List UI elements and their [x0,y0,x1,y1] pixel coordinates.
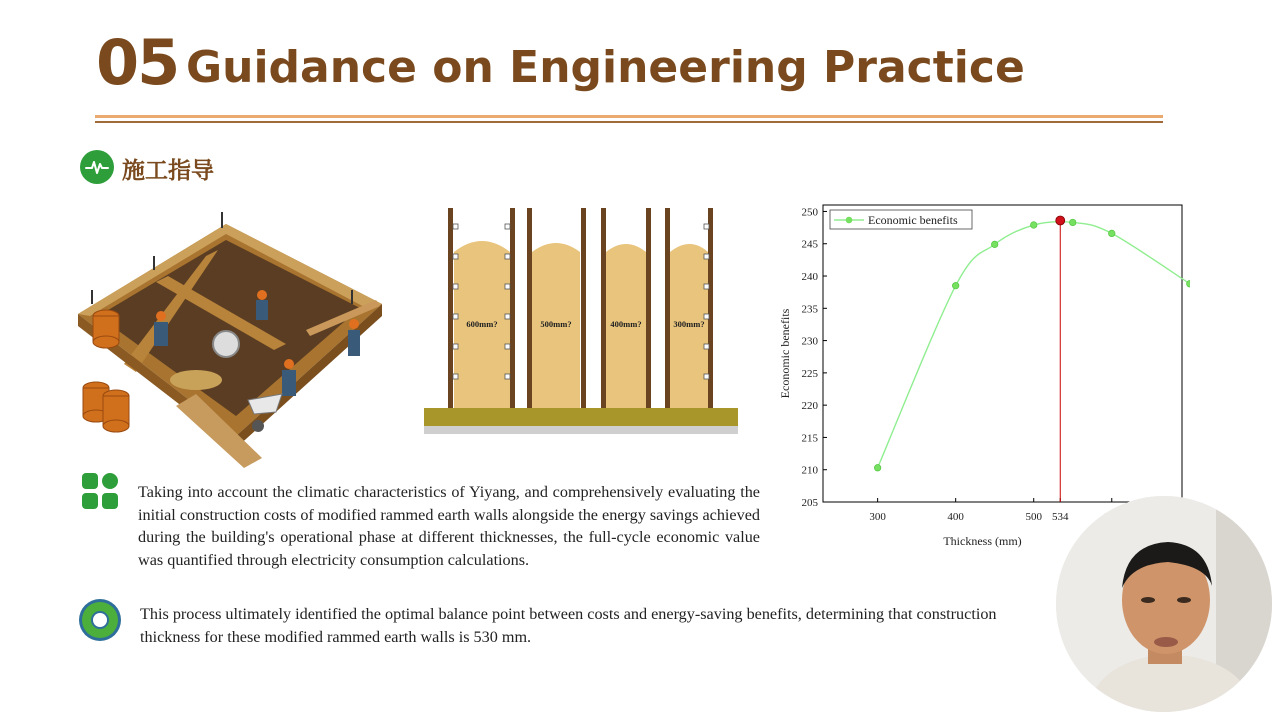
x-axis-label: Thickness (mm) [943,534,1022,548]
economic-benefits-point [1030,222,1037,229]
economic-benefits-chart [776,198,1190,554]
optimum-point [1056,216,1065,225]
ring-icon [77,597,123,643]
wall-thickness-illustration [424,204,740,436]
y-tick-label: 245 [801,238,818,251]
slide-number: 05 [96,26,179,99]
economic-benefits-point [952,282,959,289]
economic-benefits-point [1108,230,1115,237]
x-tick-label: 500 [1025,511,1042,523]
paragraph-analysis: Taking into account the climatic characteristics of Yiyang, and comprehensively evaluating the initial construction costs of modified rammed earth walls alongside the energy savings achieved during the building's operational phase at different thicknesses, the full-cycle economic value was quantified through electricity consumption calculations. [138,483,760,569]
pulse-icon [80,150,114,184]
x-tick-label: 534 [1052,511,1069,523]
wall-label-300: 300mm? [673,319,705,329]
legend-point-swatch [846,217,853,224]
y-tick-label: 230 [801,335,818,348]
presenter-webcam [1056,496,1272,712]
y-tick-label: 235 [801,303,818,316]
y-tick-label: 225 [801,367,818,380]
y-tick-label: 215 [801,432,818,445]
y-tick-label: 210 [801,464,818,477]
wall-label-600: 600mm? [466,319,498,329]
section-label: 施工指导 [122,158,214,184]
wall-label-500: 500mm? [540,319,572,329]
chart-plot-frame [823,205,1182,502]
title-divider-top [95,115,1163,118]
y-tick-label: 250 [801,206,818,219]
y-axis-label: Economic benefits [778,308,792,399]
economic-benefits-point [1069,219,1076,226]
slide-heading: Guidance on Engineering Practice [186,42,1025,93]
y-tick-label: 220 [801,400,818,413]
economic-benefits-point [874,464,881,471]
x-tick-label: 300 [869,511,886,523]
legend-label: Economic benefits [868,213,958,227]
y-tick-label: 240 [801,271,818,284]
y-tick-label: 205 [801,497,818,509]
construction-site-illustration [76,204,386,470]
x-tick-label: 400 [947,511,964,523]
paragraph-conclusion: This process ultimately identified the optimal balance point between costs and energy-saving benefits, determining that construction thickness for these modified rammed earth walls is 530 mm. [140,605,997,646]
wall-label-400: 400mm? [610,319,642,329]
economic-benefits-line [878,222,1190,468]
grid-icon [82,473,118,509]
economic-benefits-point [991,241,998,248]
title-divider-bottom [95,121,1163,123]
